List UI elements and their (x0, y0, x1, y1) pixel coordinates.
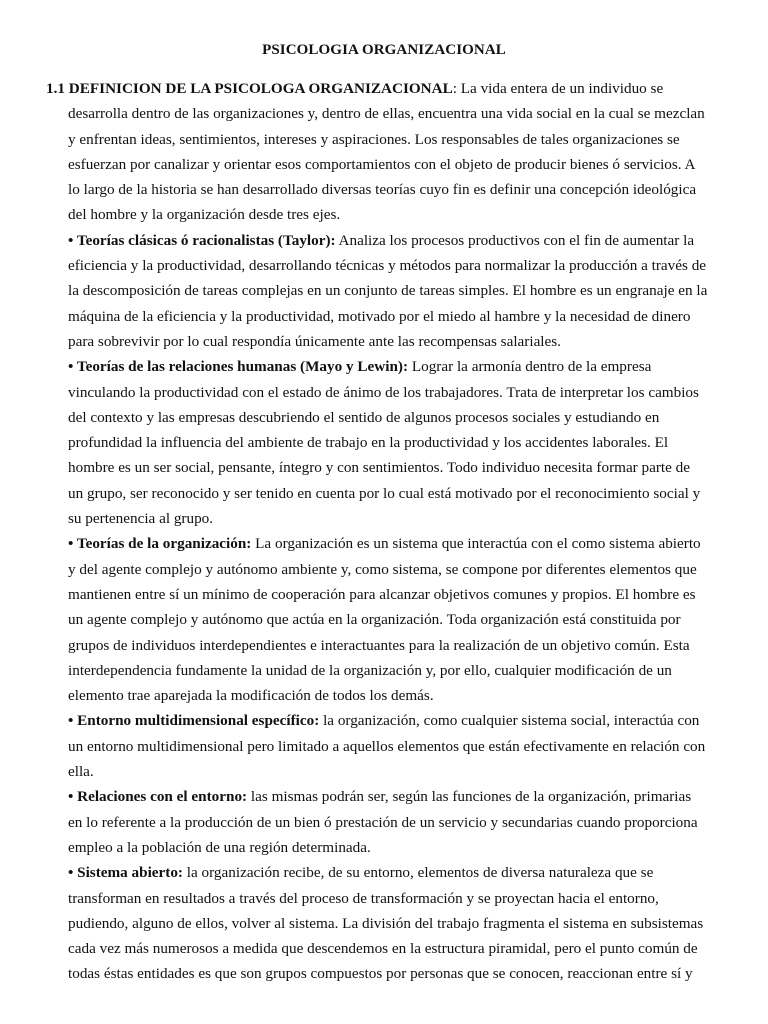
paragraph-text: un grupo, ser reconocido y ser tenido en cuenta por lo cual está motivado por el reconocimiento social y (68, 484, 701, 502)
text-line (46, 936, 726, 961)
paragraph-text: un entorno multidimensional pero limitado a aquellos elementos que están efectivamente en relación con (68, 737, 706, 755)
text-line (46, 860, 726, 885)
paragraph-text: y enfrentan ideas, sentimientos, intereses y aspiraciones. Los responsables de tales organizaciones se (68, 130, 680, 148)
paragraph-text: máquina de la eficiencia y la productividad, motivado por el miedo al hambre y la necesidad de dinero (68, 307, 691, 325)
paragraph-text: del contexto y las empresas descubriendo el sentido de algunos procesos sociales y estudiando en (68, 408, 660, 426)
paragraph-text: pudiendo, alguno de ellos, volver al sistema. La división del trabajo fragmenta el sistema en subsistemas (68, 914, 704, 932)
paragraph-text: profundidad la influencia del ambiente de trabajo en la productividad y los accidentes laborales. El (68, 434, 669, 452)
bullet-heading: Teorías de las relaciones humanas (Mayo y Lewin): (76, 358, 409, 376)
text-line (46, 481, 726, 506)
bullet-glyph: • (68, 231, 77, 249)
page-title: PSICOLOGIA ORGANIZACIONAL (262, 42, 506, 58)
text-line (46, 202, 726, 227)
paragraph-text: mantienen entre sí un mínimo de cooperación para alcanzar objetivos comunes y propios. El hombre es (68, 585, 696, 603)
text-line (46, 911, 726, 936)
text-line (46, 278, 726, 303)
text-line (46, 101, 726, 126)
paragraph-text: cada vez más numerosos a medida que descendemos en la estructura piramidal, pero el punto común de (68, 940, 698, 958)
paragraph-text: Lograr la armonía dentro de la empresa (408, 358, 652, 376)
text-line (46, 734, 726, 759)
text-line (46, 506, 726, 531)
paragraph-text: elemento trae aparejada la modificación de todos los demás. (68, 687, 434, 705)
paragraph-text: La organización es un sistema que interactúa con el como sistema abierto (251, 535, 701, 553)
text-line (46, 430, 726, 455)
text-line (46, 152, 726, 177)
text-line (46, 177, 726, 202)
paragraph-text: empleo a la población de una región determinada. (68, 838, 371, 856)
text-line (46, 329, 726, 354)
text-line (46, 658, 726, 683)
text-line (46, 784, 726, 809)
text-line (46, 253, 726, 278)
text-line (46, 835, 726, 860)
bullet-heading: Teorías de la organización: (76, 535, 252, 553)
bullet-glyph: • (68, 535, 77, 553)
bullet-heading: Sistema abierto: (77, 864, 183, 882)
text-line (46, 304, 726, 329)
paragraph-text: esfuerzan por canalizar y orientar esos comportamientos con el objeto de producir bienes ó servicios. A (68, 155, 696, 173)
text-line (46, 531, 726, 556)
paragraph-text: : La vida entera de un individuo se (452, 80, 664, 97)
bullet-heading: Teorías clásicas ó racionalistas (Taylor): (76, 231, 336, 249)
bullet-heading: Relaciones con el entorno: (77, 788, 248, 806)
document-body (46, 76, 726, 987)
text-line (46, 380, 726, 405)
paragraph-text: grupos de individuos interdependientes e interactuantes para la realización de un objetivo común. Esta (68, 636, 690, 654)
text-line (46, 127, 726, 152)
paragraph-text: en lo referente a la producción de un bien ó prestación de un servicio y secundarias cuando proporciona (68, 813, 698, 831)
text-line (46, 607, 726, 632)
text-line (46, 76, 726, 101)
text-line (46, 455, 726, 480)
text-line (46, 886, 726, 911)
text-line (46, 683, 726, 708)
text-line (46, 633, 726, 658)
paragraph-text: transforman en resultados a través del proceso de transformación y se proyectan hacia el entorno, (68, 889, 659, 907)
paragraph-text: lo largo de la historia se han desarrollado diversas teorías cuyo fin es definir una concepción ideológica (68, 181, 697, 199)
text-line (46, 759, 726, 784)
bullet-glyph: • (68, 712, 78, 730)
paragraph-text: y del agente complejo y autónomo ambiente y, como sistema, se compone por diferentes elementos que (68, 560, 697, 578)
text-line (46, 582, 726, 607)
paragraph-text: del hombre y la organización desde tres ejes. (68, 206, 341, 224)
text-line (46, 708, 726, 733)
paragraph-text: un agente complejo y autónomo que actúa en la organización. Toda organización está constituida por (68, 611, 681, 629)
text-line (46, 405, 726, 430)
text-line (46, 354, 726, 379)
bullet-glyph: • (68, 358, 77, 376)
paragraph-text: interdependencia fundamente la unidad de la organización y, por ello, cualquier modificación de un (68, 661, 672, 679)
section-heading: 1.1 DEFINICION DE LA PSICOLOGA ORGANIZACIONAL (46, 80, 453, 97)
paragraph-text: las mismas podrán ser, según las funciones de la organización, primarias (247, 788, 692, 806)
text-line (46, 557, 726, 582)
paragraph-text: eficiencia y la productividad, desarrollando técnicas y métodos para normalizar la producción a través de (68, 257, 707, 275)
paragraph-text: Analiza los procesos productivos con el fin de aumentar la (335, 231, 695, 249)
bullet-glyph: • (68, 864, 78, 882)
paragraph-text: la organización, como cualquier sistema social, interactúa con (319, 712, 700, 730)
paragraph-text: su pertenencia al grupo. (68, 510, 214, 528)
paragraph-text: ella. (68, 763, 94, 781)
text-line (46, 810, 726, 835)
paragraph-text: para sobrevivir por lo cual respondía únicamente ante las recompensas salariales. (68, 332, 561, 350)
paragraph-text: vinculando la productividad con el estado de ánimo de los trabajadores. Trata de interpretar los cambios (68, 383, 699, 401)
paragraph-text: todas éstas entidades es que son grupos compuestos por personas que se conocen, reaccionan entre sí y (68, 965, 693, 983)
text-line (46, 961, 726, 986)
bullet-heading: Entorno multidimensional específico: (77, 712, 320, 730)
bullet-glyph: • (68, 788, 78, 806)
paragraph-text: hombre es un ser social, pensante, íntegro y con sentimientos. Todo individuo necesita formar parte de (68, 459, 691, 477)
paragraph-text: la descomposición de tareas complejas en un conjunto de tareas simples. El hombre es un engranaje en la (68, 282, 708, 300)
paragraph-text: la organización recibe, de su entorno, elementos de diversa naturaleza que se (183, 864, 654, 882)
text-line (46, 228, 726, 253)
paragraph-text: desarrolla dentro de las organizaciones y, dentro de ellas, encuentra una vida social en la cual se mezclan (68, 105, 705, 123)
